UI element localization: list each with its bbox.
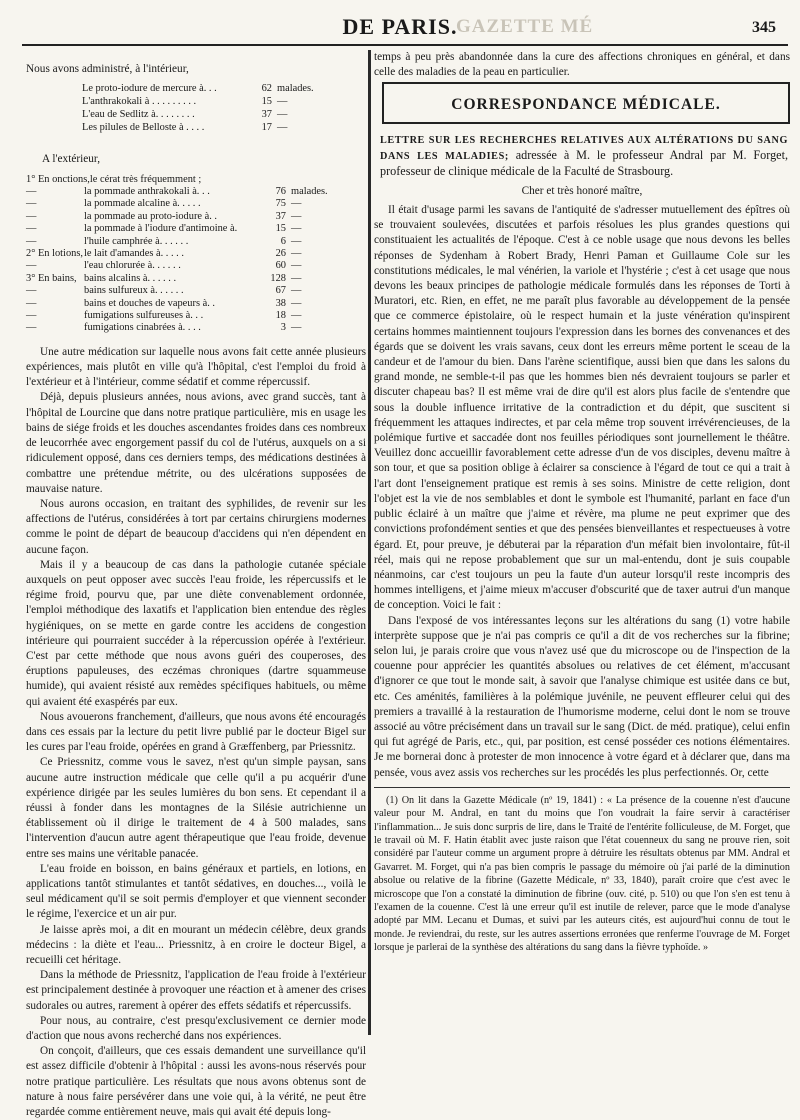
unit-label: — [291,272,302,284]
page-number: 345 [752,19,776,36]
patient-count: 17 [261,121,272,133]
unit-label: — [291,210,302,222]
treatment-name: Le proto-iodure de mercure à. . . [82,83,217,95]
treatment-name: l'eau chlorurée à. . . . . . [84,260,181,272]
treatment-name: le cérat très fréquemment ; [89,173,202,185]
table-row [26,236,336,248]
footnote-text: (1) On lit dans la Gazette Médicale (nº 19, 1841) : « La présence de la couenne n'est d'aucune valeur pour M. Andral, en tant du moins que l'on voudrait la faire servir à caractériser l'inflammation... Je suis donc surpris de lire, dans le Traité de l'entérite folliculeuse, de M. Forget, que le travail où M. F. Hatin établit avec juste raison que l'état couenneux du sang ne prouve rien, soit considéré par l'auteur comme un argument propre à détruire les résultats obtenus par MM. Andral et Gavarret. M. Forget, qui n'a pas bien compris le passage du mémoire où j'ai parlé de la diminution absolue ou relative de la fibrine (Gazette Médicale, nº 33, 1840), paraît croire que c'est avec le microscope que l'on a constaté la diminution de fibrine (ouv. cité, p. 510) ou que l'on s'en est tenu à l'examen de la couenne. C'est là une erreur qu'il est inutile de relever, parce que le mode d'analyse adopté par MM. Lecanu et Dumas, et suivi par les auteurs cités, est aujourd'hui connu de tout le monde. Je reviendrai, du reste, sur les autres assertions erronées que renferme l'ouvrage de M. Forget lorsque je parlerai de la synthèse des altérations du sang dans la fièvre typhoïde. » [374,794,790,954]
method-label: — [26,260,37,272]
method-label: — [26,198,37,210]
patient-count: 60 [275,260,286,272]
section-title-box [382,82,790,123]
unit-label [292,174,336,186]
table-row [26,260,336,272]
unit-label: malades. [291,186,328,197]
table-row [26,310,336,322]
patient-count: 6 [280,235,286,247]
unit-label: — [291,297,302,309]
table-row [82,109,306,122]
header-rule [22,44,788,46]
method-label: — [26,186,37,197]
unit-label: malades. [277,83,314,95]
patient-count: 128 [270,272,286,284]
paragraph: Déjà, depuis plusieurs années, nous avions, avec grand succès, tant à l'hôpital de Lourcine que dans notre pratique particulière, mis en usage les bains de siége froids et les douches ascendantes froides dans ces nombreux de leucorrhée avec engorgement passif du col de l'utérus, auxquels on a si ridiculement opposé, dans ces derniers temps, des médications destinées à combattre une prétendue métrite, ou des ulcérations supposées de mauvaise nature. [26,391,366,495]
letter-body [374,203,790,781]
patient-count: 15 [275,223,286,235]
treatment-name: la pommade à l'iodure d'antimoine à. [84,223,238,235]
method-label: — [26,235,37,247]
method-label: 2° En lotions, [26,248,83,260]
unit-label: — [291,285,302,297]
unit-label: — [291,260,302,272]
patient-count: 76 [275,186,286,197]
footnote-rule [374,787,790,788]
continuation-text: temps à peu près abandonnée dans la cure des affections chroniques en général, et dans celle des maladies de la peau en particulier. [374,51,790,79]
treatment-name: le lait d'amandes à. . . . . [84,248,184,260]
right-column [374,50,790,955]
treatment-name: L'eau de Sedlitz à. . . . . . . . [82,108,195,120]
unit-label: — [291,198,302,210]
table-row [26,248,336,260]
table-row [82,122,306,135]
patient-count: 37 [275,210,286,222]
letter-heading [380,132,788,180]
unit-label: — [277,121,288,133]
paragraph: Pour nous, au contraire, c'est presqu'exclusivement ce dernier mode d'action que nous avons recherché dans nos expériences. [26,1014,366,1043]
paragraph: Je laisse après moi, a dit en mourant un médecin célèbre, deux grands médecins : la diète et l'eau... Priessnitz, à en croire le docteur Bigel, a recueilli cet héritage. [26,923,366,966]
method-label: — [26,223,37,235]
running-header [0,6,800,46]
bleed-through-text: GAZETTE MÉ [456,16,594,37]
table-row [26,186,336,198]
patient-count: 75 [275,198,286,210]
unit-label: — [291,223,302,235]
paragraph: On conçoit, d'ailleurs, que ces essais demandent une surveillance qu'il est assez difficile d'obtenir à l'hôpital : aussi les avons-nous réservés pour notre pratique particulière. Les résultats que nous avons obtenus sont de nature à nous faire persévérer dans une voie qui, à la vérité, ne peut être regardée comme entièrement neuve, mais qui avait été depuis long- [26,1045,366,1119]
unit-label: — [277,108,288,120]
paragraph: Dans l'exposé de vos intéressantes leçons sur les altérations du sang (1) votre habile interprète suppose que je n'ai pas compris ce qu'il a dit de vos recherches sur la fibrine; selon lui, je parais croire que vous n'avez usé que du microscope ou de l'inspection de la couenne pour apprécier les quantités absolues ou relatives de cet élément, m'accusant d'ignorer ce que tout le monde sait, à savoir que l'analyse chimique est usitée dans ce but, etc. Ces aménités, familières à la polémique juvénile, ne peuvent effleurer celui qui des premiers a travaillé à la restauration de l'humorisme moderne, celui dont le nom se trouve associé au vôtre précisément dans un travail sur le sang (Dict. de méd. pratique), celui enfin qui fut agrégé de Paris, etc., qui, par position, est censé posséder ces notions élémentaires. Je me bornerai donc à protester de mon innocence à votre égard et à déclarer que, dans ma pensée, vous avez assis vos recherches sur les procédés les plus perfectionnés. Or, cette [374,614,790,779]
paragraph: Dans la méthode de Priessnitz, l'application de l'eau froide à l'extérieur est principalement destinée à provoquer une réaction et à amener des crises sudorales ou autres, rarement à opérer des effets sédatifs et répercussifs. [26,969,366,1012]
table-row [26,198,336,210]
method-label: — [26,310,37,322]
method-label: 3° En bains, [26,272,77,284]
table-row [82,83,314,96]
paragraph: Nous aurons occasion, en traitant des syphilides, de revenir sur les affections de l'utérus, considérées à tort par certains chirurgiens modernes comme le point de départ de beaucoup d'accidens qui n'en dépendent en aucune façon. [26,497,366,556]
paragraph: L'eau froide en boisson, en bains généraux et partiels, en lotions, en applications tantôt stimulantes et tantôt sédatives, en douches..., voilà le seul médicament qu'il se soit permis d'employer et que viennent seconder le régime, l'exercice et un air pur. [26,862,366,921]
table-row [26,285,336,297]
patient-count: 18 [275,310,286,322]
treatment-name: la pommade au proto-iodure à. . [84,210,218,222]
exterior-treatment-table [26,174,336,335]
patient-count: 38 [275,297,286,309]
patient-count [268,174,292,186]
method-label: — [26,285,37,297]
paragraph: Une autre médication sur laquelle nous avons fait cette année plusieurs expériences, mais plutôt en ville qu'à l'hôpital, c'est l'emploi du froid à l'extérieur et à l'intérieur, comme sédatif et comme répercussif. [26,345,366,389]
patient-count: 26 [275,248,286,260]
unit-label: — [291,322,302,334]
method-label: — [26,210,37,222]
unit-label: — [291,248,302,260]
paragraph: Mais il y a beaucoup de cas dans la pathologie cutanée spéciale auxquels on peut opposer avec succès l'eau froide, les répercussifs et le régime froid, pourvu que, par une diète convenablement ordonnée, l'emploi méthodique des laxatifs et l'application bien entendue des règles hygiéniques, on se mette en garde contre les accidens de congestion intérieure qui pourraient succéder à la répercussion opérée à l'extérieur. C'est par cette méthode que nous avons guéri des couperoses, des éruptions papuleuses, des eczémas chroniques (dartre squammeuse humide), qui avaient résisté aux remèdes spécifiques habituels, ou même qui avaient été exaspérés par eux. [26,558,366,708]
treatment-name: l'huile camphrée à. . . . . . [84,235,189,247]
paragraph: Nous avouerons franchement, d'ailleurs, que nous avons été encouragés dans ces essais par la lecture du petit livre publié par le docteur Bigel sur les cures par l'eau froide, opérées en grand à Græffenberg, par Priessnitz. [26,710,366,754]
treatment-name: Les pilules de Belloste à . . . . [82,121,205,133]
paragraph: Il était d'usage parmi les savans de l'antiquité de s'adresser mutuellement des épîtres où se trouvaient soulevées, discutées et parfois résolues les plus grandes questions qui constituaient les actualités de l'époque. C'est à ce noble usage que nous devons les belles réponses de Sydenham à Robert Brady, Henri Paman et Guillaume Cole sur les constitutions médicales, le mal vénérien, la variole et l'hystérie ; c'est à cet usage que nous devons les beaux principes de pathologie médicale formulés dans les réponses de Torti à Muratori, etc. Rien, en effet, ne me paraît plus favorable au développement de la pensée que ce commerce épistolaire, où le respect humain et la juste vénération qu'inspirent certains hommes maintiennent toujours l'expression dans les bornes des convenances et des égards que se doivent les vrais savans, ceux dont les erreurs même portent le sceau de la candeur et de l'amour du bien. Dans l'arène scientifique, aussi bien que dans les salons du grand monde, ne semble-t-il pas que les hommes bien nés devraient toujours se parler et discuter chapeau bas? Il est même vrai de dire qu'il est alors plus facile de s'entendre que sous la double influence irritative de la contradiction et du dépit, que suscitent si fréquemment les attaques indirectes, et par cela même trop souvent irrévérencieuses, de la polémique furtive et saccadée dont nos feuilles périodiques sont journellement le théâtre. Veuillez donc accueillir favorablement cette adresse d'un de vos disciples, devenu maître à son tour, et que sa position oblige à éclairer sa conscience à l'égard de tout ce qui a trait à l'art dont l'enseignement pratique est remis à ses soins. Ministre de cette religion, dont l'objet est la vie de nos semblables et dont le symbole est l'humanité, parlant en face d'un public éclairé à un maître que j'aime et révère, ma plume ne peut exprimer que des convictions profondément senties et que des pensées bienveillantes et respectueuses à votre égard. Et, pour preuve, je débuterai par la réparation d'un méfait bien involontaire, fût-il réel, mais qui ne repose probablement que sur un mal-entendu, dont je suis coupable néanmoins, car c'est toujours un peu la faute d'un auteur lorsqu'il reste incompris des hommes intelligens, et j'aime mieux m'accuser d'obscurité que de taxer autrui d'un manque de conception. Voici le fait : [374,204,790,612]
table-row [26,273,336,285]
unit-label: — [291,310,302,322]
treatment-name: bains sulfureux à. . . . . . [84,285,184,297]
patient-count: 15 [261,96,272,107]
left-body [26,345,366,1120]
letter-title-caps: LETTRE SUR LES RECHERCHES RELATIVES AUX ALTÉRATIONS DU SANG DANS LES MALADIES; [380,134,788,163]
method-label: 1° En onctions, [26,173,90,185]
treatment-name: bains alcalins à. . . . . . [84,272,177,284]
intro-line: Nous avons administré, à l'intérieur, [26,63,189,75]
method-label: — [26,322,37,334]
patient-count: 62 [261,83,272,95]
treatment-name: la pommade alcaline à. . . . . [84,198,201,210]
unit-label: — [277,96,288,107]
footnote [374,794,790,955]
page-title: DE PARIS. [342,14,458,39]
exterior-heading: A l'extérieur, [42,153,101,166]
method-label: — [26,297,37,309]
treatment-name: fumigations sulfureuses à. . . [84,310,204,322]
treatment-name: la pommade anthrakokali à. . . [84,186,210,197]
patient-count: 3 [280,322,286,334]
interior-treatment-table [82,83,314,134]
left-column [26,62,366,1120]
section-title: CORRESPONDANCE MÉDICALE. [451,96,721,114]
table-row [26,322,336,334]
table-row [82,96,306,109]
table-row [26,223,336,235]
treatment-name: L'anthrakokali à . . . . . . . . . [82,96,197,107]
unit-label: — [291,235,302,247]
paragraph: Ce Priessnitz, comme vous le savez, n'est qu'un simple paysan, sans aucune autre instruction médicale que celle qu'il a pu acquérir d'une expérience dirigée par les seules lumières du bon sens. Et cependant il a réussi à fonder dans les montagnes de la Silésie autrichienne un établissement où il dirige le traitement de 4 à 500 malades, sans l'intervention d'aucun autre agent thérapeutique que l'eau froide, devenue entre ses mains une véritable panacée. [26,756,366,860]
treatment-name: fumigations cinabrées à. . . . [84,322,201,334]
treatment-name: bains et douches de vapeurs à. . [84,297,215,309]
letter-title-rest: adressée à M. le professeur Andral par M. Forget, professeur de clinique médicale de la Faculté de Strasbourg. [380,148,789,179]
table-row [26,174,336,186]
table-row [26,211,336,223]
salutation: Cher et très honoré maître, [521,184,643,197]
patient-count: 67 [275,285,286,297]
column-divider [368,50,371,1035]
table-row [26,298,336,310]
patient-count: 37 [261,108,272,120]
